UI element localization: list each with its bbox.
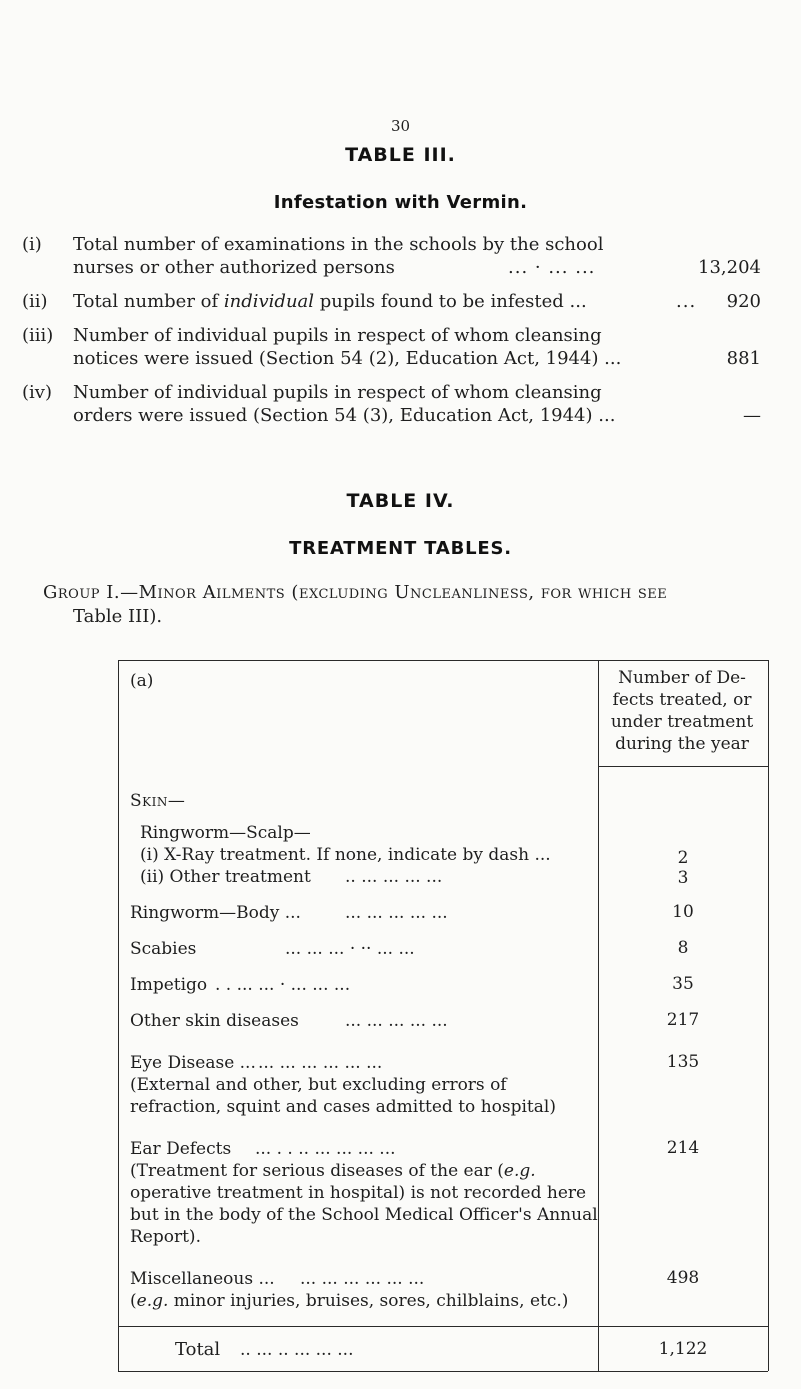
other-skin-label: Other skin diseases bbox=[130, 1011, 299, 1031]
eye-note-line1: (External and other, but excluding errors of bbox=[130, 1075, 507, 1095]
item-ii-text-end: pupils found to be infested ... bbox=[314, 291, 587, 312]
misc-note-emphasis: e.g. bbox=[136, 1291, 169, 1311]
ear-defects-label: Ear Defects bbox=[130, 1139, 232, 1159]
ear-note-text: (Treatment for serious diseases of the ear ( bbox=[130, 1161, 504, 1181]
misc-note-open: ( bbox=[130, 1291, 137, 1311]
table-right-rule bbox=[768, 660, 769, 1371]
item-ii-dots: ... bbox=[676, 291, 697, 312]
ringworm-body-value: 10 bbox=[672, 902, 694, 922]
item-i-value: 13,204 bbox=[698, 257, 761, 278]
column-header-line2: fects treated, or bbox=[612, 690, 752, 710]
other-treatment-dots: .. ... ... ... ... bbox=[345, 867, 443, 887]
scabies-label: Scabies bbox=[130, 939, 197, 959]
item-iii-line1: Number of individual pupils in respect of whom cleansing bbox=[73, 325, 602, 346]
item-i-dots: ... · ... ... bbox=[508, 257, 596, 278]
section-a-label: (a) bbox=[130, 671, 154, 691]
item-iii-line2: notices were issued (Section 54 (2), Education Act, 1944) ... bbox=[73, 348, 622, 369]
miscellaneous-note bbox=[130, 1290, 568, 1312]
item-ii-number: (ii) bbox=[22, 291, 48, 312]
miscellaneous-dots: ... ... ... ... ... ... bbox=[300, 1269, 425, 1289]
total-rule bbox=[118, 1326, 768, 1327]
item-ii-value: 920 bbox=[726, 291, 761, 312]
column-header-line4: during the year bbox=[615, 734, 749, 754]
ear-defects-value: 214 bbox=[666, 1138, 700, 1158]
item-iii-number: (iii) bbox=[22, 325, 54, 346]
ear-defects-dots: ... . . .. ... ... ... ... bbox=[255, 1139, 396, 1159]
misc-note-rest: minor injuries, bruises, sores, chilblains, etc.) bbox=[168, 1291, 569, 1311]
miscellaneous-label: Miscellaneous ... bbox=[130, 1269, 275, 1289]
eye-disease-dots: ... ... ... ... ... ... bbox=[258, 1053, 383, 1073]
column-header-line1: Number of De- bbox=[618, 668, 746, 688]
scabies-dots: ... ... ... · ·· ... ... bbox=[285, 939, 415, 959]
total-label: Total bbox=[175, 1339, 221, 1360]
ringworm-body-label: Ringworm—Body ... bbox=[130, 903, 301, 923]
impetigo-label: Impetigo bbox=[130, 975, 208, 995]
item-iv-value: — bbox=[743, 405, 761, 426]
xray-value: 2 bbox=[677, 848, 689, 868]
xray-label: (i) X-Ray treatment. If none, indicate by dash ... bbox=[140, 845, 551, 865]
item-iv-number: (iv) bbox=[22, 382, 52, 403]
eye-disease-value: 135 bbox=[666, 1052, 700, 1072]
table-3-title: TABLE III. bbox=[345, 144, 456, 166]
group-heading-line1: Group I.—Minor Ailments (excluding Uncleanliness, for which see bbox=[43, 582, 668, 603]
column-header-line3: under treatment bbox=[610, 712, 754, 732]
table-4-title: TABLE IV. bbox=[346, 490, 455, 512]
item-iii-value: 881 bbox=[726, 348, 761, 369]
impetigo-dots: . . ... ... · ... ... ... bbox=[215, 975, 351, 995]
header-underline bbox=[598, 766, 768, 767]
miscellaneous-value: 498 bbox=[666, 1268, 700, 1288]
total-value: 1,122 bbox=[658, 1339, 708, 1359]
other-skin-value: 217 bbox=[666, 1010, 700, 1030]
other-treatment-label: (ii) Other treatment bbox=[140, 867, 311, 887]
ear-note-line4: Report). bbox=[130, 1227, 201, 1247]
eye-disease-label: Eye Disease ... bbox=[130, 1053, 256, 1073]
table-left-rule bbox=[118, 660, 119, 1371]
skin-heading: Skin— bbox=[130, 791, 186, 811]
item-ii-text-start: Total number of bbox=[73, 291, 224, 312]
scabies-value: 8 bbox=[677, 938, 689, 958]
eye-note-line2: refraction, squint and cases admitted to hospital) bbox=[130, 1097, 556, 1117]
ear-note-line3: but in the body of the School Medical Officer's Annual bbox=[130, 1205, 598, 1225]
ringworm-scalp-label: Ringworm—Scalp— bbox=[140, 823, 311, 843]
item-i-line1: Total number of examinations in the schools by the school bbox=[73, 234, 604, 255]
other-skin-dots: ... ... ... ... ... bbox=[345, 1011, 448, 1031]
item-i-line2: nurses or other authorized persons bbox=[73, 257, 395, 278]
ear-note-line2: operative treatment in hospital) is not recorded here bbox=[130, 1183, 587, 1203]
ear-note-line1 bbox=[130, 1160, 536, 1182]
item-iv-line1: Number of individual pupils in respect of whom cleansing bbox=[73, 382, 602, 403]
ear-note-emphasis: e.g. bbox=[503, 1161, 536, 1181]
table-4-subtitle: TREATMENT TABLES. bbox=[289, 538, 512, 559]
item-i-number: (i) bbox=[22, 234, 42, 255]
group-heading-line2: Table III). bbox=[73, 606, 163, 627]
table-bottom-rule bbox=[118, 1371, 768, 1372]
item-iv-line2: orders were issued (Section 54 (3), Education Act, 1944) ... bbox=[73, 405, 616, 426]
ringworm-body-dots: ... ... ... ... ... bbox=[345, 903, 448, 923]
item-ii-text bbox=[73, 290, 587, 313]
total-dots: .. ... .. ... ... ... bbox=[240, 1340, 354, 1360]
page-number: 30 bbox=[390, 117, 411, 135]
table-3-subtitle: Infestation with Vermin. bbox=[273, 192, 528, 213]
impetigo-value: 35 bbox=[672, 974, 694, 994]
item-ii-emphasis: individual bbox=[223, 291, 315, 312]
other-treatment-value: 3 bbox=[677, 868, 689, 888]
table-top-rule bbox=[118, 660, 768, 661]
